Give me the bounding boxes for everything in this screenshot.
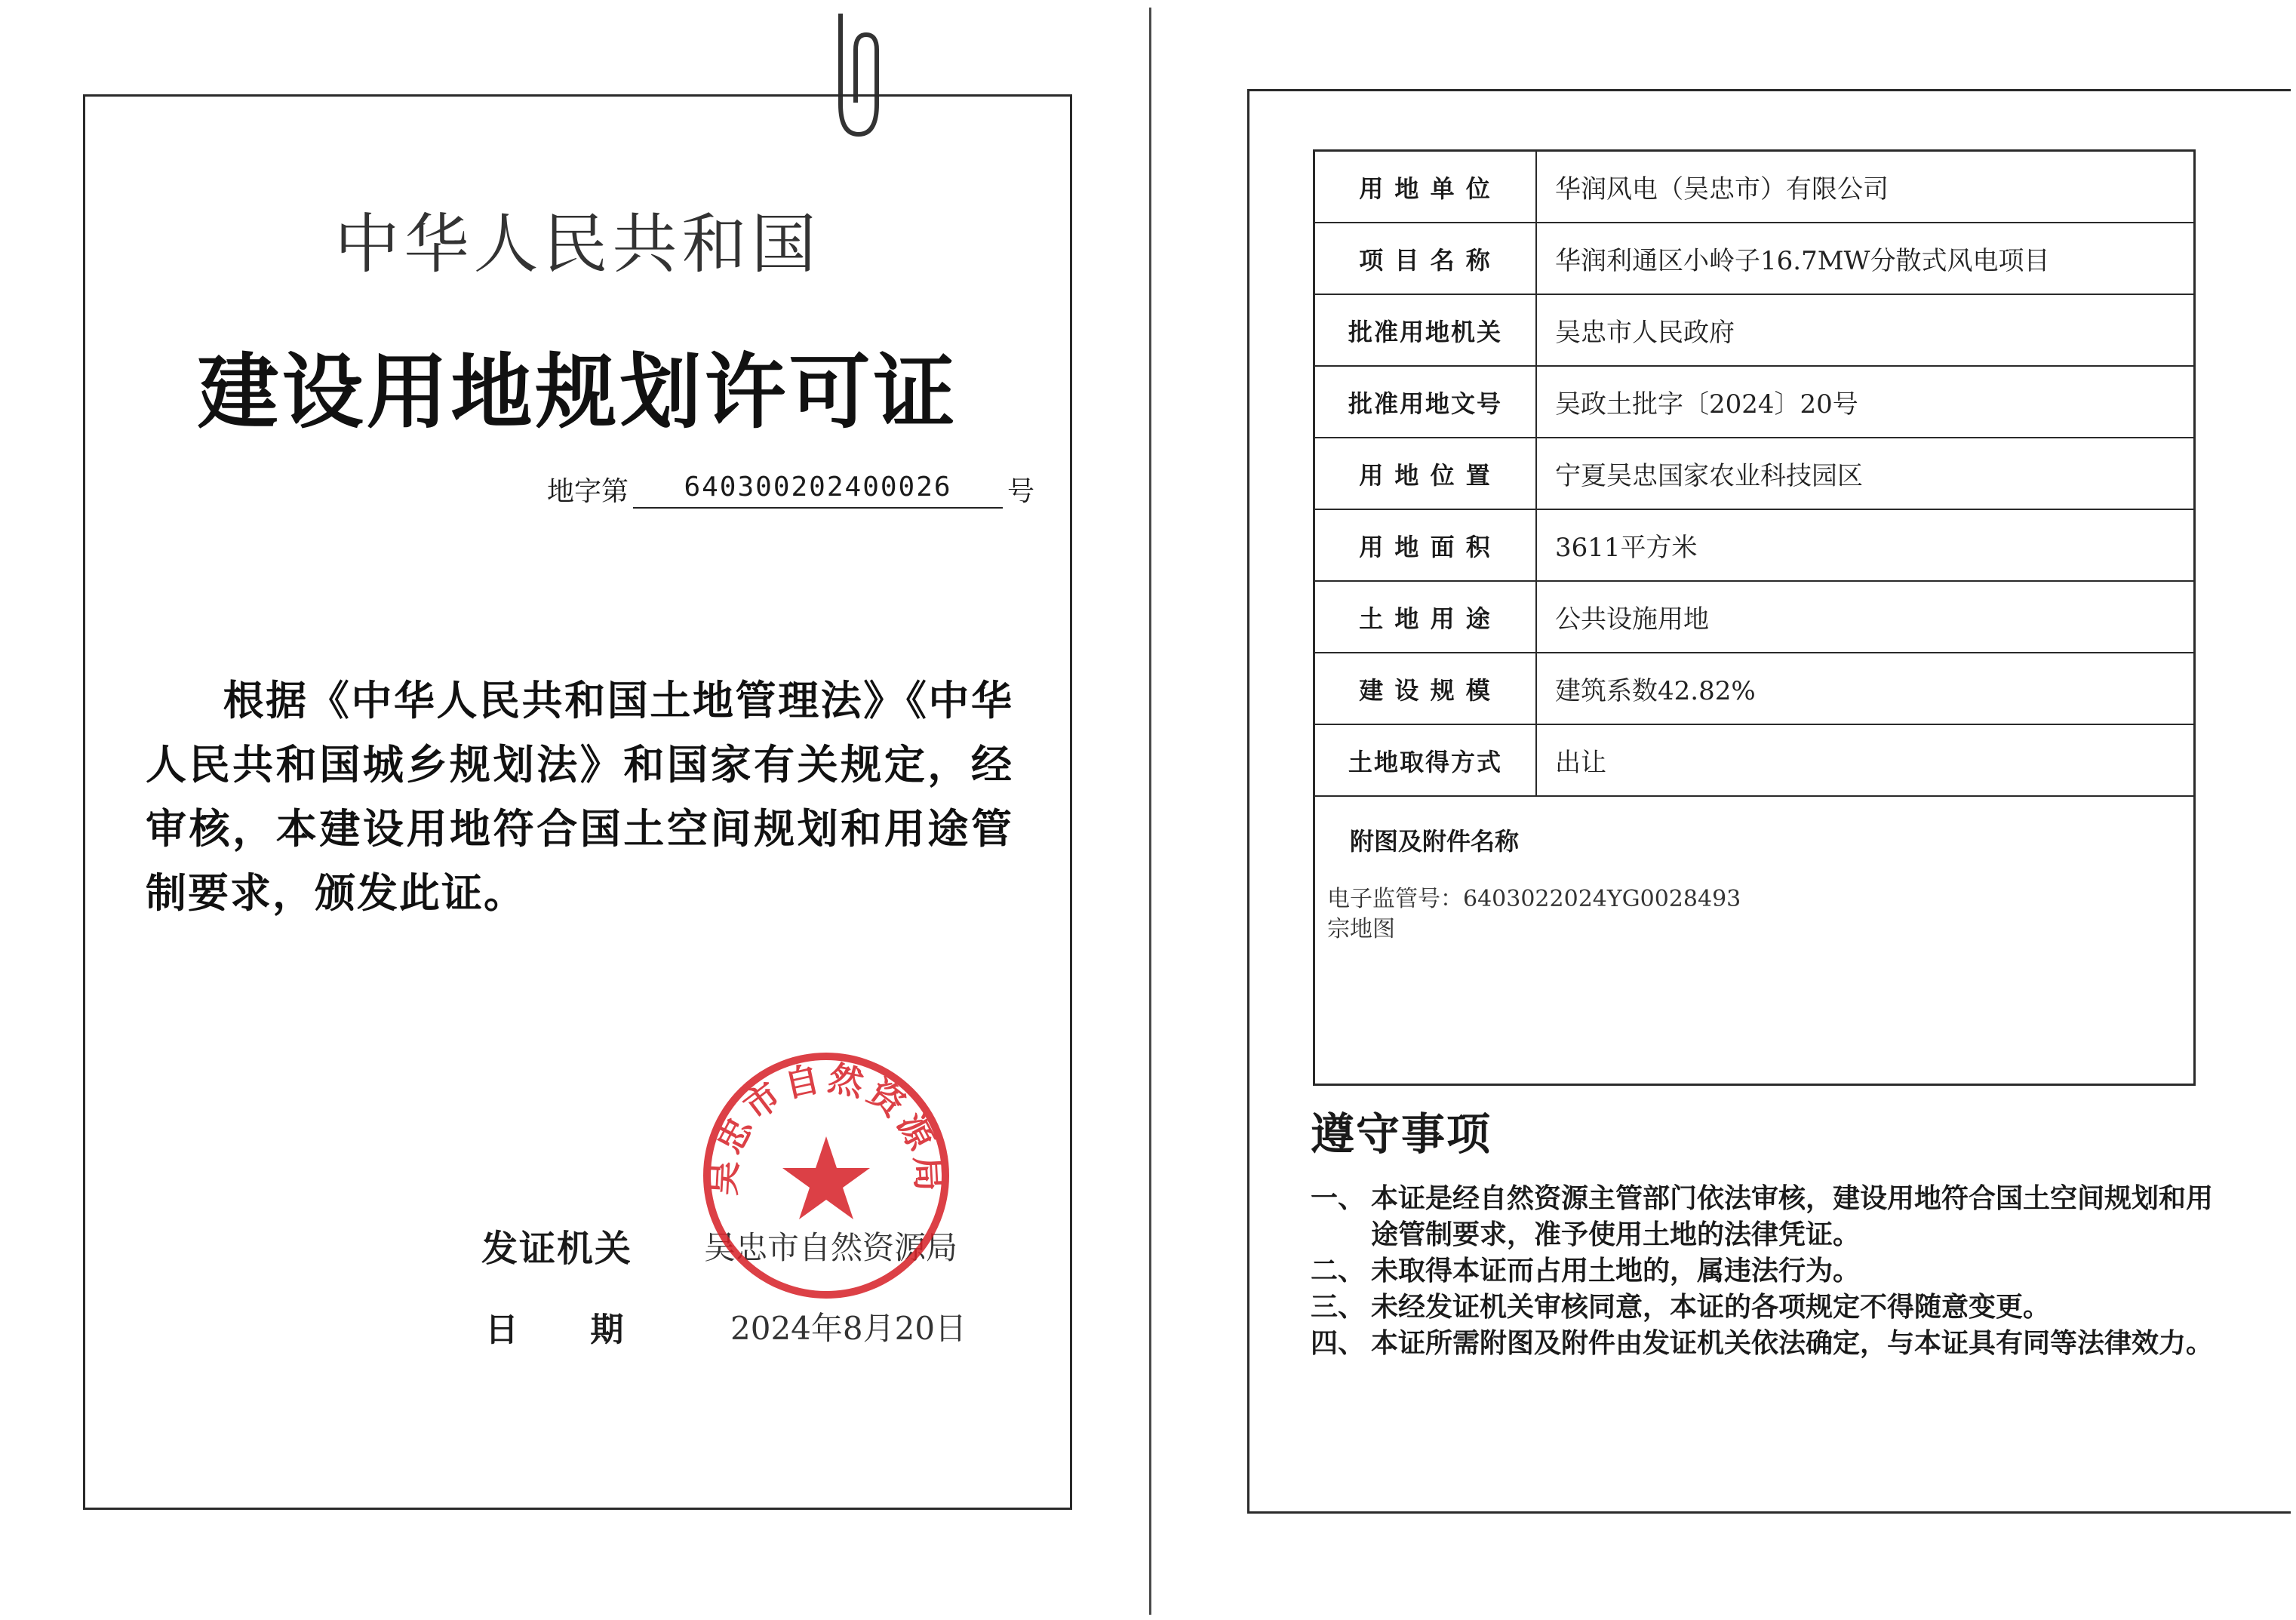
- note-text: 未经发证机关审核同意，本证的各项规定不得随意变更。: [1371, 1292, 2051, 1323]
- row-value: 3611平方米: [1536, 509, 2195, 581]
- land-info-table: [1313, 149, 2196, 1086]
- certificate-title: 建设用地规划许可证: [197, 346, 958, 440]
- row-value: 吴忠市人民政府: [1536, 294, 2195, 366]
- row-label: 用 地 位 置: [1314, 438, 1537, 509]
- notes-title: 遵守事项: [1311, 1108, 1492, 1160]
- certificate-cover: [83, 94, 1072, 1510]
- table-row: [1314, 581, 2195, 653]
- country-name: 中华人民共和国: [334, 207, 821, 282]
- note-item: [1311, 1290, 2239, 1326]
- note-number: 一、: [1311, 1183, 1366, 1214]
- date-value: 2024年8月20日: [730, 1310, 967, 1347]
- official-seal: [698, 1047, 954, 1304]
- note-number: 二、: [1311, 1256, 1366, 1286]
- row-label: 用 地 单 位: [1314, 151, 1537, 223]
- row-value: 吴政土批字〔2024〕20号: [1536, 366, 2195, 438]
- row-value: 华润利通区小岭子16.7MW分散式风电项目: [1536, 223, 2195, 294]
- table-row: [1314, 294, 2195, 366]
- row-value: 建筑系数42.82%: [1536, 653, 2195, 724]
- table-row: [1314, 509, 2195, 581]
- row-label: 用 地 面 积: [1314, 509, 1537, 581]
- row-label: 批准用地文号: [1314, 366, 1537, 438]
- row-value: 宁夏吴忠国家农业科技园区: [1536, 438, 2195, 509]
- row-value: 出让: [1536, 724, 2195, 796]
- attachments-label: 附图及附件名称: [1350, 827, 1520, 856]
- page-divider: [1149, 8, 1151, 1615]
- note-item: [1311, 1181, 2239, 1253]
- number-prefix: 地字第: [547, 476, 629, 507]
- attachment-item: 电子监管号：6403022024YG0028493: [1327, 886, 1741, 912]
- row-label: 项 目 名 称: [1314, 223, 1537, 294]
- row-value: 华润风电（吴忠市）有限公司: [1536, 151, 2195, 223]
- note-number: 三、: [1311, 1292, 1366, 1323]
- number-suffix: 号: [1007, 476, 1035, 507]
- row-label: 土 地 用 途: [1314, 581, 1537, 653]
- note-number: 四、: [1311, 1328, 1366, 1359]
- attachments-cell: [1314, 796, 2195, 1085]
- table-row: [1314, 438, 2195, 509]
- certificate-number: [547, 459, 1034, 509]
- svg-text:吴忠市自然资源局: 吴忠市自然资源局: [702, 1056, 951, 1197]
- row-value: 公共设施用地: [1536, 581, 2195, 653]
- table-row: [1314, 223, 2195, 294]
- notes-list: [1311, 1181, 2239, 1362]
- note-item: [1311, 1326, 2239, 1362]
- note-text: 本证所需附图及附件由发证机关依法确定，与本证具有同等法律效力。: [1371, 1328, 2214, 1359]
- date-label: 日 期: [485, 1311, 624, 1349]
- issuer-value: 吴忠市自然资源局: [704, 1229, 958, 1266]
- attachments-row: [1314, 796, 2195, 1085]
- note-text: 本证是经自然资源主管部门依法审核，建设用地符合国土空间规划和用途管制要求，准予使用土地的法律凭证。: [1371, 1183, 2214, 1250]
- table-row: [1314, 724, 2195, 796]
- table-row: [1314, 151, 2195, 223]
- table-row: [1314, 653, 2195, 724]
- note-item: [1311, 1253, 2239, 1290]
- attachment-item: 宗地图: [1327, 916, 1395, 942]
- certificate-statement: 根据《中华人民共和国土地管理法》《中华人民共和国城乡规划法》和国家有关规定，经审核，本建设用地符合国土空间规划和用途管制要求，颁发此证。: [146, 677, 1013, 917]
- table-row: [1314, 366, 2195, 438]
- row-label: 建 设 规 模: [1314, 653, 1537, 724]
- row-label: 批准用地机关: [1314, 294, 1537, 366]
- number-value: 640300202400026: [633, 472, 1003, 509]
- row-label: 土地取得方式: [1314, 724, 1537, 796]
- note-text: 未取得本证而占用土地的，属违法行为。: [1371, 1256, 1861, 1286]
- issuer-label: 发证机关: [481, 1228, 633, 1270]
